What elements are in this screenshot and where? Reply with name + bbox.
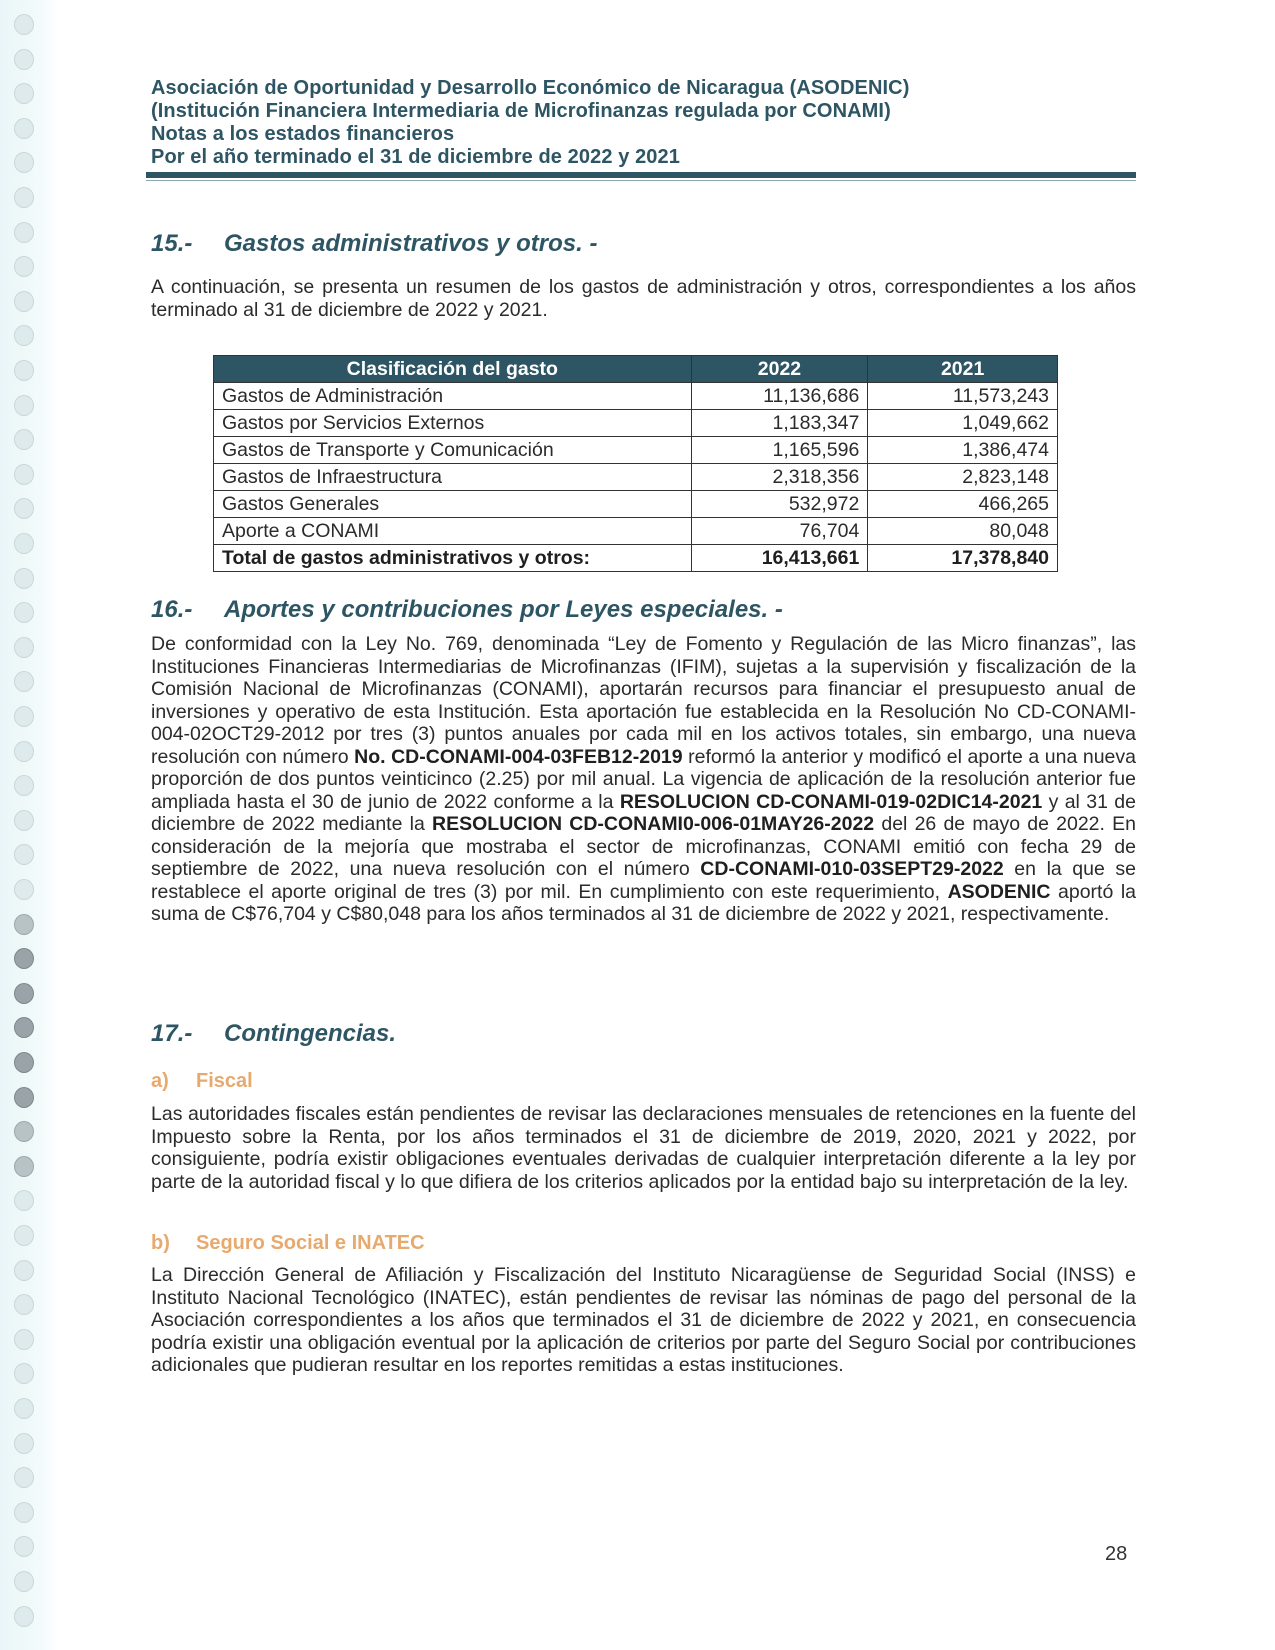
resolution-reference: CD-CONAMI-010-03SEPT29-2022: [700, 858, 1004, 880]
table-total-row: [214, 545, 1058, 572]
column-header-classification: Clasificación del gasto: [214, 356, 692, 383]
section-16-heading: [151, 596, 783, 624]
binding-ring: [14, 498, 34, 519]
amount-2021: 80,048: [868, 518, 1058, 545]
binding-ring: [14, 325, 34, 346]
binding-ring: [14, 671, 34, 692]
subsection-a-body: Las autoridades fiscales están pendientes de revisar las declaraciones mensuales de retenciones en la fuente del Impuesto sobre la Renta, por los años terminados el 31 de diciembre de 2019, 2020, 2021 y 2022, por consiguiente, podría existir obligaciones eventuales derivadas de cualquier interpretación diferente a la ley por parte de la autoridad fiscal y lo que difiera de los criterios aplicados por la entidad bajo su interpretación de la ley.: [151, 1103, 1136, 1193]
binding-ring: [14, 1467, 34, 1488]
binding-ring: [14, 222, 34, 243]
spiral-binding: [0, 0, 58, 1650]
binding-ring: [14, 118, 34, 139]
text-run: aportó la suma de C$76,704 y C$80,048 para los años terminados al 31 de diciembre de 2022 y 2021, respectivamente.: [151, 880, 1136, 925]
section-16-body: [151, 633, 1136, 926]
expense-category: Gastos de Infraestructura: [214, 464, 692, 491]
header-divider: [146, 172, 1136, 178]
amount-2021: 17,378,840: [868, 545, 1058, 572]
resolution-reference: No. CD-CONAMI-004-03FEB12-2019: [354, 745, 683, 768]
amount-2021: 1,049,662: [868, 410, 1058, 437]
table-row: [214, 383, 1058, 410]
subsection-b-letter: b): [151, 1232, 170, 1254]
header-organization: Asociación de Oportunidad y Desarrollo Económico de Nicaragua (ASODENIC): [151, 77, 910, 99]
section-17-heading: [151, 1020, 396, 1048]
table-row: [214, 410, 1058, 437]
amount-2022: 76,704: [691, 518, 868, 545]
amount-2021: 11,573,243: [868, 383, 1058, 410]
binding-ring: [14, 810, 34, 831]
organization-name: ASODENIC: [947, 880, 1051, 903]
section-15-title: Gastos administrativos y otros. -: [224, 230, 598, 257]
binding-ring: [14, 395, 34, 416]
header-divider-thin: [146, 180, 1136, 181]
subsection-b-heading: [151, 1232, 425, 1255]
section-17-title: Contingencias.: [224, 1020, 397, 1047]
binding-ring: [14, 637, 34, 658]
binding-ring: [14, 983, 34, 1004]
binding-ring: [14, 1606, 34, 1627]
text-run: y al 31 de diciembre de 2022 mediante la: [151, 790, 1136, 835]
binding-ring: [14, 568, 34, 589]
subsection-b-body: La Dirección General de Afiliación y Fiscalización del Instituto Nicaragüense de Seguridad Social (INSS) e Instituto Nacional Tecnológico (INATEC), están pendientes de revisar las nóminas de pago del personal de la Asociación correspondientes a los años que terminados el 31 de diciembre de 2022 y 2021, en consecuencia podría existir una obligación eventual por la aplicación de criterios por parte del Seguro Social por contribuciones adicionales que pudieran resultar en los reportes remitidas a estas instituciones.: [151, 1264, 1136, 1376]
amount-2022: 16,413,661: [691, 545, 868, 572]
amount-2022: 2,318,356: [691, 464, 868, 491]
binding-ring: [14, 1536, 34, 1557]
binding-ring: [14, 14, 34, 35]
expense-category: Gastos Generales: [214, 491, 692, 518]
binding-ring: [14, 741, 34, 762]
section-17-number: 17.-: [151, 1020, 193, 1047]
section-15-intro: A continuación, se presenta un resumen de los gastos de administración y otros, correspondientes a los años terminado al 31 de diciembre de 2022 y 2021.: [151, 276, 1136, 321]
binding-ring: [14, 1329, 34, 1350]
text-run: del 26 de mayo de 2022. En consideración de la mejoría que mostraba el sector de microfinanzas, CONAMI emitió con fecha 29 de septiembre de 2022, una nueva resolución con el número: [151, 813, 1136, 880]
amount-2022: 1,183,347: [691, 410, 868, 437]
binding-ring: [14, 1571, 34, 1592]
amount-2021: 466,265: [868, 491, 1058, 518]
binding-ring: [14, 1190, 34, 1211]
binding-ring: [14, 533, 34, 554]
text-run: De conformidad con la Ley No. 769, denominada “Ley de Fomento y Regulación de las Micro finanzas”, las Instituciones Financieras Intermediarias de Microfinanzas (IFIM), sujetas a la supervisión y fiscalización de la Comisión Nacional de Microfinanzas (CONAMI), aportarán recursos para financiar el presupuesto anual de inversiones y operativo de esta Institución. Esta aportación fue establecida en la Resolución No CD-CONAMI-004-02OCT29-2012 por tres (3) puntos anuales por cada mil en los activos totales, sin embargo, una nueva resolución con número: [151, 633, 1136, 768]
expense-category: Gastos de Transporte y Comunicación: [214, 437, 692, 464]
binding-ring: [14, 1433, 34, 1454]
binding-ring: [14, 775, 34, 796]
column-header-2021: 2021: [868, 356, 1058, 383]
text-run: reformó la anterior y modificó el aporte a una nueva proporción de dos puntos veinticinco (2.25) por mil anual. La vigencia de aplicación de la resolución anterior fue ampliada hasta el 30 de junio de 2022 conforme a la: [151, 745, 1136, 813]
amount-2022: 1,165,596: [691, 437, 868, 464]
resolution-reference: RESOLUCION CD-CONAMI0-006-01MAY26-2022: [432, 813, 875, 835]
header-period: Por el año terminado el 31 de diciembre de 2022 y 2021: [151, 146, 680, 168]
binding-ring: [14, 464, 34, 485]
document-header: [151, 77, 1136, 169]
page-number: 28: [1105, 1543, 1128, 1565]
header-doc-type: Notas a los estados financieros: [151, 123, 455, 145]
binding-ring: [14, 83, 34, 104]
section-16-number: 16.-: [151, 596, 193, 623]
expense-category: Gastos de Administración: [214, 383, 692, 410]
binding-ring: [14, 1017, 34, 1038]
amount-2022: 532,972: [691, 491, 868, 518]
amount-2022: 11,136,686: [691, 383, 868, 410]
table-row: [214, 437, 1058, 464]
binding-ring: [14, 1156, 34, 1177]
section-15-number: 15.-: [151, 230, 193, 257]
binding-ring: [14, 914, 34, 935]
binding-ring: [14, 1260, 34, 1281]
table-row: [214, 464, 1058, 491]
table-header-row: [214, 356, 1058, 383]
amount-2021: 2,823,148: [868, 464, 1058, 491]
table-row: [214, 491, 1058, 518]
binding-ring: [14, 1225, 34, 1246]
binding-ring: [14, 1502, 34, 1523]
table-row: [214, 518, 1058, 545]
binding-ring: [14, 1052, 34, 1073]
column-header-2022: 2022: [691, 356, 868, 383]
header-regulation: (Institución Financiera Intermediaria de Microfinanzas regulada por CONAMI): [151, 100, 891, 122]
binding-ring: [14, 256, 34, 277]
subsection-a-letter: a): [151, 1070, 169, 1092]
binding-ring: [14, 152, 34, 173]
binding-ring: [14, 1398, 34, 1419]
binding-ring: [14, 706, 34, 727]
binding-ring: [14, 187, 34, 208]
binding-ring: [14, 879, 34, 900]
amount-2021: 1,386,474: [868, 437, 1058, 464]
binding-ring: [14, 1363, 34, 1384]
text-run: en la que se restablece el aporte original de tres (3) por mil. En cumplimiento con este requerimiento,: [151, 858, 1136, 903]
binding-ring: [14, 360, 34, 381]
expenses-table: [213, 355, 1058, 572]
binding-ring: [14, 49, 34, 70]
expense-category: Total de gastos administrativos y otros:: [214, 545, 692, 572]
binding-ring: [14, 602, 34, 623]
subsection-a-heading: [151, 1070, 253, 1093]
binding-ring: [14, 948, 34, 969]
subsection-a-title: Fiscal: [196, 1070, 253, 1092]
binding-ring: [14, 291, 34, 312]
expense-category: Gastos por Servicios Externos: [214, 410, 692, 437]
binding-ring: [14, 1294, 34, 1315]
section-16-title: Aportes y contribuciones por Leyes especiales. -: [224, 596, 783, 623]
section-15-heading: [151, 230, 597, 258]
binding-ring: [14, 1087, 34, 1108]
subsection-b-title: Seguro Social e INATEC: [196, 1232, 425, 1254]
binding-ring: [14, 1121, 34, 1142]
resolution-reference: RESOLUCION CD-CONAMI-019-02DIC14-2021: [619, 790, 1043, 813]
expense-category: Aporte a CONAMI: [214, 518, 692, 545]
binding-ring: [14, 844, 34, 865]
binding-ring: [14, 429, 34, 450]
